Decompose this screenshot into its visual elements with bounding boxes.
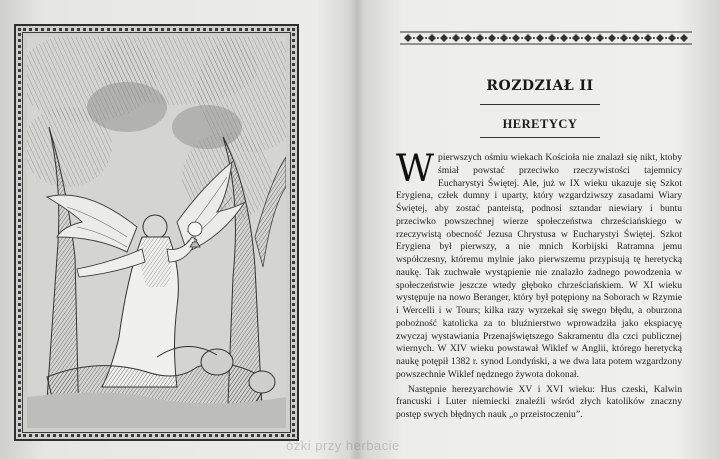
- saint-head: [143, 215, 167, 239]
- drop-cap: W: [396, 147, 435, 190]
- watermark: óżki przy herbacie: [286, 438, 400, 453]
- illustration-frame: [14, 24, 299, 441]
- right-page: [360, 0, 720, 459]
- chapter-title: ROZDZIAŁ II: [486, 78, 594, 94]
- title-divider-bottom: [480, 137, 600, 138]
- section-title: HERETYCY: [502, 117, 578, 131]
- chapter-body: [396, 147, 682, 422]
- title-divider-top: [480, 104, 600, 105]
- left-page: [0, 0, 350, 459]
- header-ornament: [400, 30, 692, 46]
- paragraph-2: Następnie herezyarchowie XV i XVI wieku: Hus czeski, Kalwin francuski i Luter niemiecki znaleźli wśród złych katolików znaczny postęp swych błędnych nauk „o przeistoczeniu”.: [396, 383, 682, 420]
- engraving-illustration: [27, 37, 286, 428]
- paragraph-1: Wpierwszych ośmiu wiekach Kościoła nie znalazł się nikt, ktoby śmiał powstać przeciwko rzeczywistości tajemnicy Eucharystyi Świętej. Ale, już w IX wieku ukazuje się Szkot Erygiena, człek dumny i uparty, który wzgardziwszy zasadami Wiary Świętej, aby zostać panteistą, podnosi sztandar niewiary i buntu przeciwko powszechnej wierze społeczeństwa chrześciańskiego w rzeczywistą obecność Jezusa Chrystusa w Eucharystyi Świętej. Szkot Erygiena był pierwszy, a nie mnich Korbijski Ratramna jemu współczesny, któremu mylnie jako pierwszemu przypisują tę heretycką naukę. Tak zuchwałe wystąpienie nie znalazło żadnego powodzenia w społeczeństwie jeszcze wtedy głęboko chrześciańskiem. W XI wieku występuje na nowo Beranger, który był potępiony na Soborach w Rzymie i Wercelli i w Tours; kilka razy wyrzekał się swego błędu, a oburzona pobożność katolicka za to bluźnierstwo wprowadziła jako ekspiacyę zwyczaj wystawiania Przenajświętszego Sakramentu dla czci publicznej wiernych. W XIV wieku powstawał Wiklef w Anglii, którego heretycką naukę potępił 1382 r. synod Londyński, a we dwa lata potem wzgardzony powszechnie Wiklef nędznego żywota dokonał.: [396, 147, 682, 380]
